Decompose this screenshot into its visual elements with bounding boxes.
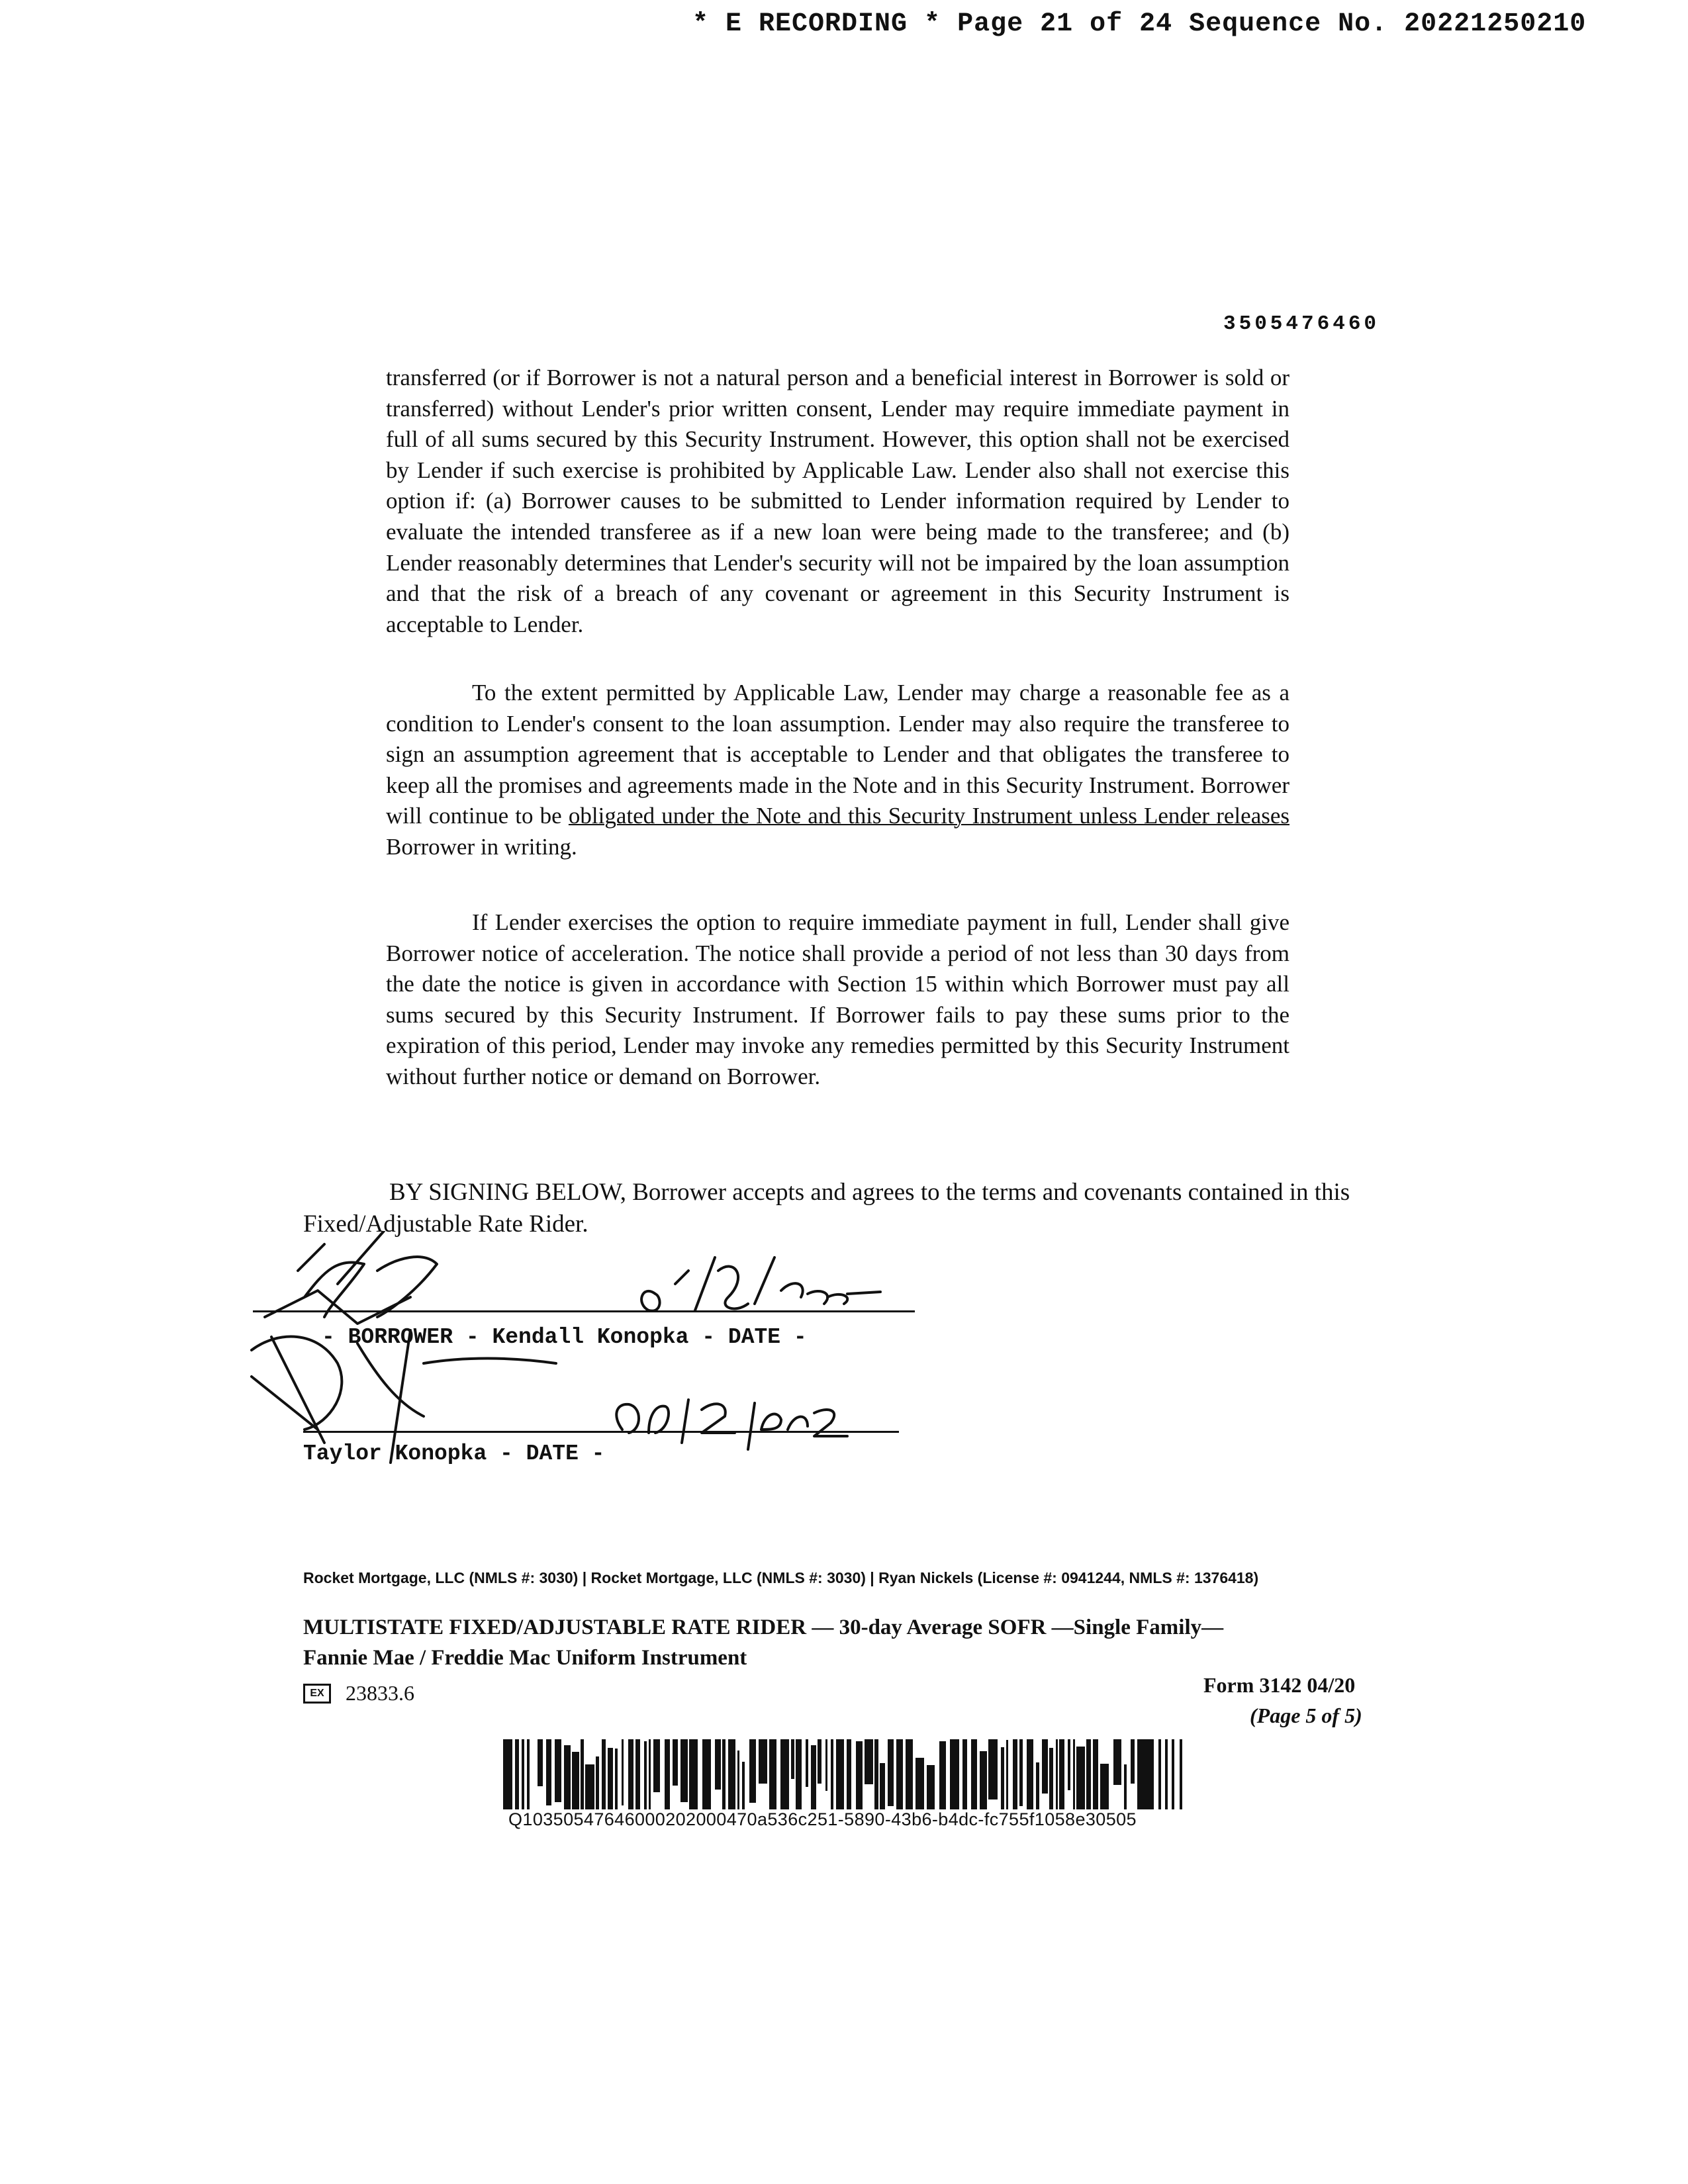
- barcode-bar: [749, 1739, 756, 1803]
- barcode-bar: [831, 1739, 833, 1809]
- barcode-bar: [585, 1764, 594, 1809]
- signing-statement: BY SIGNING BELOW, Borrower accepts and agrees to the terms and covenants contained in this Fixed/Adjustable Rate Rider.: [303, 1179, 1350, 1238]
- loan-number: 3505476460: [1223, 312, 1380, 336]
- barcode-bar: [596, 1756, 599, 1809]
- signature-caption-borrower-1: - BORROWER - Kendall Konopka - DATE -: [322, 1325, 807, 1349]
- barcode-bar: [856, 1741, 863, 1809]
- barcode-bar: [962, 1739, 967, 1809]
- barcode-bar: [1093, 1739, 1098, 1809]
- barcode-bar: [673, 1739, 678, 1786]
- barcode-bar: [1042, 1739, 1048, 1794]
- barcode-bar: [927, 1765, 935, 1809]
- barcode-bar: [1059, 1739, 1064, 1809]
- page-indicator: (Page 5 of 5): [1250, 1704, 1362, 1727]
- doc-code-number: 23833.6: [346, 1681, 414, 1705]
- barcode-bar: [728, 1739, 735, 1809]
- form-title-line: MULTISTATE FIXED/ADJUSTABLE RATE RIDER — 30-day Average SOFR —Single Family—: [303, 1615, 1224, 1639]
- barcode-bar: [522, 1739, 524, 1809]
- doc-code: [303, 1681, 414, 1706]
- ex-icon: EX: [303, 1684, 331, 1704]
- barcode-bar: [939, 1741, 946, 1809]
- barcode-bar: [915, 1758, 924, 1809]
- barcode-bar: [874, 1739, 878, 1809]
- barcode-bar: [1006, 1740, 1008, 1809]
- barcode-bar: [1073, 1739, 1075, 1809]
- recording-stamp: * E RECORDING * Page 21 of 24 Sequence No. 20221250210: [692, 9, 1587, 39]
- barcode-bar: [1165, 1739, 1168, 1809]
- barcode-bar: [896, 1739, 903, 1809]
- barcode-bar: [791, 1739, 794, 1779]
- barcode-bar: [527, 1739, 530, 1809]
- barcode-bar: [665, 1739, 670, 1809]
- signature-scrawl-1: [265, 1231, 437, 1324]
- barcode-bar: [538, 1739, 543, 1786]
- barcode-bar: [780, 1739, 789, 1809]
- barcode-bar: [628, 1739, 633, 1809]
- underlined-text: obligated under the Note and this Security Instrument unless Lender releases: [568, 803, 1289, 829]
- barcode-bar: [737, 1751, 739, 1809]
- barcode-bar: [572, 1752, 579, 1809]
- barcode-bar: [806, 1739, 808, 1787]
- barcode-bar: [1013, 1739, 1017, 1809]
- barcode-bar: [980, 1751, 987, 1809]
- barcode-bar: [865, 1739, 873, 1784]
- paragraph-text: transferred (or if Borrower is not a natural person and a beneficial interest in Borrower is sold or transferred) without Lender's prior written consent, Lender may require immediate payment in full of all sums secured by this Security Instrument. However, this option shall not be exercised by Lender if such exercise is prohibited by Applicable Law. Lender also shall not exercise this option if: (a) Borrower causes to be submitted to Lender information required by Lender to evaluate the intended transferee as if a new loan were being made to the transferee; and (b) Lender reasonably determines that Lender's security will not be impaired by the loan assumption and that the risk of a breach of any covenant or agreement in this Security Instrument is acceptable to Lender.: [386, 365, 1289, 637]
- barcode-bar: [1124, 1764, 1127, 1809]
- barcode-bar: [1100, 1764, 1109, 1809]
- paragraph-assumption-fee: [386, 678, 1289, 863]
- barcode-bar: [680, 1739, 688, 1802]
- barcode-bar: [515, 1739, 519, 1809]
- signature-scrawl-2: [252, 1330, 556, 1463]
- barcode-bar: [1076, 1747, 1085, 1809]
- barcode-bar: [722, 1739, 726, 1809]
- barcode-bar: [649, 1739, 651, 1809]
- barcode-bar: [555, 1739, 561, 1802]
- barcode-bar: [1049, 1748, 1053, 1809]
- barcode-bar: [1019, 1739, 1023, 1806]
- barcode-bar: [888, 1739, 894, 1806]
- barcode-bar: [615, 1749, 618, 1809]
- barcode-bar: [1180, 1739, 1182, 1809]
- paragraph-acceleration-notice: [386, 907, 1289, 1093]
- barcode-bar: [818, 1739, 821, 1784]
- barcode-bar: [653, 1739, 660, 1792]
- barcode-bar: [811, 1745, 816, 1809]
- barcode: [503, 1739, 1185, 1809]
- paragraph-text: If Lender exercises the option to require immediate payment in full, Lender shall give Borrower notice of acceleration. The notice shall provide a period of not less than 30 days from the date the notice is given in accordance with Section 15 within which Borrower must pay all sums secured by this Security Instrument. If Borrower fails to pay these sums prior to the expiration of this period, Lender may invoke any remedies permitted by this Security Instrument without further notice or demand on Borrower.: [386, 909, 1289, 1089]
- barcode-bar: [546, 1739, 551, 1805]
- barcode-bar: [950, 1739, 959, 1809]
- barcode-bar: [769, 1739, 776, 1809]
- barcode-bar: [1001, 1747, 1004, 1809]
- barcode-bar: [564, 1745, 571, 1809]
- barcode-bar: [796, 1739, 802, 1809]
- barcode-bar: [836, 1739, 844, 1809]
- barcode-text: Q10350547646000202000470a536c251-5890-43b6-b4dc-fc755f1058e30505: [508, 1809, 1137, 1829]
- barcode-bar: [742, 1762, 745, 1809]
- barcode-bar: [1158, 1739, 1161, 1809]
- barcode-bar: [880, 1763, 885, 1809]
- barcode-bar: [608, 1748, 613, 1809]
- form-number: Form 3142 04/20: [1203, 1673, 1356, 1697]
- barcode-bar: [1056, 1739, 1058, 1809]
- paragraph-transfer-consent: [386, 363, 1289, 640]
- lender-nmls-line: Rocket Mortgage, LLC (NMLS #: 3030) | Rocket Mortgage, LLC (NMLS #: 3030) | Ryan Nickels (License #: 0941244, NMLS #: 1376418): [303, 1569, 1259, 1586]
- paragraph-text-part: Borrower in writing.: [386, 833, 577, 860]
- barcode-bar: [715, 1739, 721, 1790]
- barcode-bar: [635, 1739, 640, 1809]
- paragraph-text: [386, 678, 1289, 863]
- barcode-bar: [1172, 1739, 1174, 1809]
- barcode-bar: [503, 1739, 512, 1809]
- barcode-bar: [1027, 1739, 1033, 1809]
- barcode-bar: [581, 1739, 584, 1809]
- form-title: [303, 1612, 1429, 1673]
- barcode-bar: [1068, 1739, 1070, 1790]
- barcode-bar: [847, 1739, 851, 1809]
- barcode-bar: [1113, 1739, 1121, 1785]
- barcode-bar: [702, 1739, 711, 1809]
- barcode-bar: [689, 1739, 698, 1809]
- barcode-bar: [1086, 1739, 1091, 1809]
- barcode-bar: [622, 1739, 624, 1805]
- handwritten-date-2: [616, 1400, 847, 1449]
- barcode-bar: [971, 1739, 977, 1809]
- barcode-bar: [602, 1739, 606, 1809]
- form-title-line: Fannie Mae / Freddie Mac Uniform Instrument: [303, 1646, 747, 1670]
- barcode-bar: [988, 1739, 998, 1799]
- handwritten-date-1: [641, 1257, 880, 1311]
- barcode-bar: [644, 1741, 647, 1809]
- barcode-bar: [825, 1739, 827, 1791]
- barcode-bar: [759, 1739, 767, 1784]
- barcode-bar: [906, 1739, 913, 1809]
- paragraph-text-part: To the extent permitted by Applicable Law, Lender may charge a reasonable fee as a condition to Lender's consent to the loan assumption. Lender may also require the transferee to sign an assumption agreement that is acceptable to Lender and that obligates the transferee to keep all the promises and agreements made in the Note and in this Security Instrument. Borrower will continue to be: [386, 680, 1289, 829]
- barcode-bar: [1142, 1739, 1154, 1809]
- signature-caption-borrower-2: Taylor Konopka - DATE -: [303, 1441, 605, 1466]
- barcode-bar: [1036, 1762, 1039, 1809]
- barcode-bar: [1131, 1739, 1135, 1784]
- handwritten-signatures: [225, 1231, 986, 1496]
